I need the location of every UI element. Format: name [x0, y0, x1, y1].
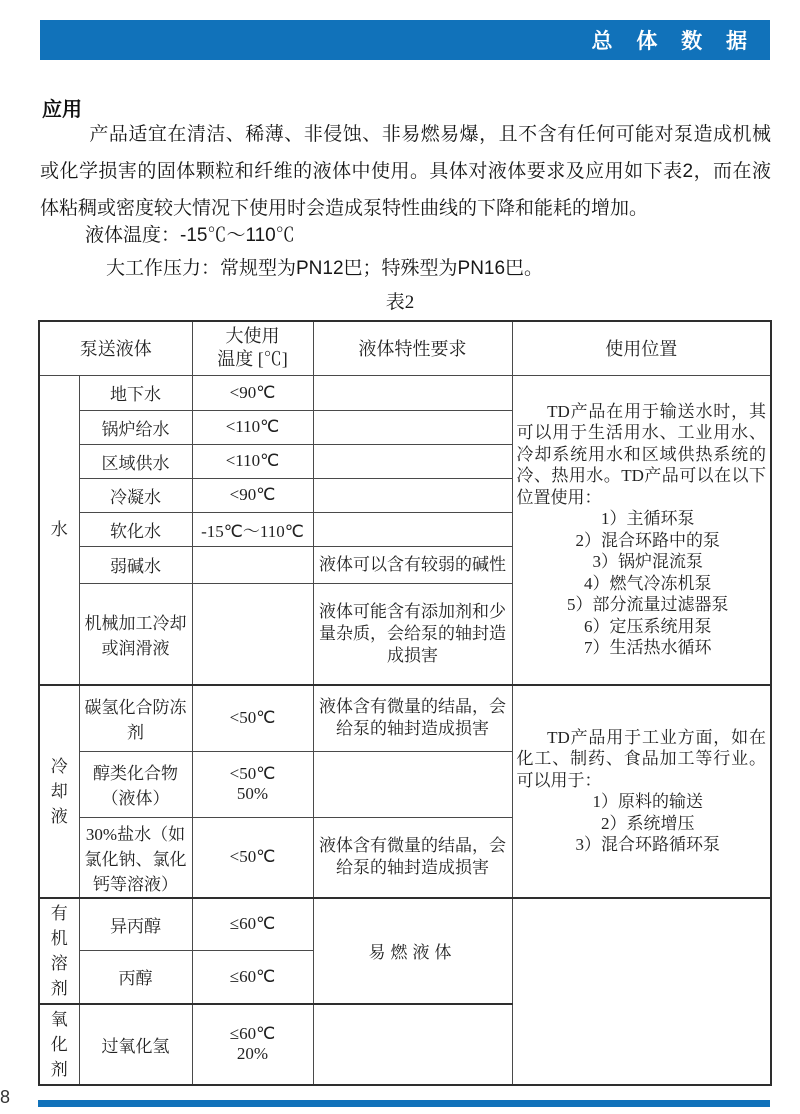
cell-liquid: 过氧化氢: [79, 1004, 192, 1085]
cell-liquid: 异丙醇: [79, 898, 192, 951]
pumped-liquid-header-cell: 泵送液体: [39, 321, 192, 375]
cell-liquid: 丙醇: [79, 951, 192, 1004]
cell-location-empty: [512, 898, 771, 1085]
footer-bar: [38, 1100, 770, 1107]
cell-location-coolant: [512, 685, 771, 898]
section-heading: 应用: [42, 99, 82, 121]
table-row: [39, 898, 771, 951]
cell-temp: <110℃: [192, 410, 313, 444]
cell-requirement: [313, 478, 512, 512]
cell-liquid: 软化水: [79, 512, 192, 546]
cell-requirement: [313, 410, 512, 444]
requirements-header-cell: 液体特性要求: [313, 321, 512, 375]
cell-temp: <50℃: [192, 817, 313, 898]
cell-liquid: 机械加工冷却或润滑液: [79, 583, 192, 685]
location-item: 3）锅炉混流泵: [592, 552, 703, 572]
cell-temp: <90℃: [192, 375, 313, 410]
cell-temp: <50℃: [192, 685, 313, 751]
table-row: [39, 375, 771, 410]
liquid-spec-table: [38, 320, 772, 1086]
cell-temp: <50℃ 50%: [192, 751, 313, 817]
table-header-row: [39, 321, 771, 375]
cell-liquid: 地下水: [79, 375, 192, 410]
cell-liquid: 30%盐水（如氯化钠、氯化钙等溶液）: [79, 817, 192, 898]
cell-temp: <90℃: [192, 478, 313, 512]
cell-liquid: 区域供水: [79, 444, 192, 478]
cell-requirement: [313, 512, 512, 546]
location-item: 2）混合环路中的泵: [575, 530, 720, 550]
max-temp-header-cell: [192, 321, 313, 375]
header-banner-title: 总 体 数 据: [591, 30, 756, 53]
cell-liquid: 弱碱水: [79, 546, 192, 583]
cell-temp: ≤60℃: [192, 898, 313, 951]
location-item: 2）系统增压: [601, 813, 695, 833]
cell-liquid: 冷凝水: [79, 478, 192, 512]
cell-liquid: 碳氢化合防冻剂: [79, 685, 192, 751]
location-item: 7）生活热水循环: [584, 638, 712, 658]
cell-requirement: [313, 444, 512, 478]
cell-requirement: [313, 1004, 512, 1085]
cell-requirement: 液体含有微量的结晶，会给泵的轴封造成损害: [313, 685, 512, 751]
cell-requirement: 液体可以含有较弱的碱性: [313, 546, 512, 583]
cell-liquid: 醇类化合物（液体）: [79, 751, 192, 817]
page-number: 8: [0, 1087, 11, 1107]
group-label-organic-solvent: 有机溶剂: [39, 898, 79, 1004]
location-item: 4）燃气冷冻机泵: [584, 573, 712, 593]
cell-temp: [192, 583, 313, 685]
cell-requirement-flammable: 易燃液体: [313, 898, 512, 1004]
cell-requirement: [313, 375, 512, 410]
cell-liquid: 锅炉给水: [79, 410, 192, 444]
liquid-temperature-line: 液体温度：-15℃～110℃: [85, 225, 295, 246]
intro-paragraph: 产品适宜在清洁、稀薄、非侵蚀、非易燃易爆，且不含有任何可能对泵造成机械或化学损害的固体颗粒和纤维的液体中使用。具体对液体要求及应用如下表2，而在液体粘稠或密度较大情况下使用时会造成泵特性曲线的下降和能耗的增加。: [40, 124, 771, 219]
cell-temp: ≤60℃ 20%: [192, 1004, 313, 1085]
max-temp-header-line2: 温度 [℃]: [217, 349, 288, 370]
cell-temp: -15℃～110℃: [192, 512, 313, 546]
location-header-cell: 使用位置: [512, 321, 771, 375]
location-item: 3）混合环路循环泵: [575, 835, 720, 855]
cell-requirement: 液体含有微量的结晶，会给泵的轴封造成损害: [313, 817, 512, 898]
max-temp-header-line1: 大使用: [225, 326, 280, 347]
cell-temp: [192, 546, 313, 583]
cell-requirement: [313, 751, 512, 817]
group-label-oxidizer: 氧化剂: [39, 1004, 79, 1085]
header-banner: [40, 20, 770, 60]
location-item: 5）部分流量过滤器泵: [567, 595, 729, 615]
cell-temp: <110℃: [192, 444, 313, 478]
cell-temp: ≤60℃: [192, 951, 313, 1004]
working-pressure-line: 大工作压力：常规型为PN12巴；特殊型为PN16巴。: [106, 258, 544, 279]
cell-location-water: [512, 375, 771, 685]
location-intro: TD产品在用于输送水时，其可以用于生活用水、工业用水、冷却系统用水和区域供热系统的冷、热用水。TD产品可以在以下位置使用：: [516, 401, 766, 507]
table-caption: 表2: [385, 292, 415, 313]
group-label-coolant: 冷却液: [39, 685, 79, 898]
location-item: 6）定压系统用泵: [584, 616, 712, 636]
location-intro: TD产品用于工业方面，如在化工、制药、食品加工等行业。可以用于：: [516, 727, 766, 790]
group-label-water: 水: [39, 375, 79, 685]
location-item: 1）原料的输送: [592, 792, 703, 812]
cell-requirement: 液体可能含有添加剂和少量杂质，会给泵的轴封造成损害: [313, 583, 512, 685]
location-item: 1）主循环泵: [601, 509, 695, 529]
table-row: [39, 685, 771, 751]
